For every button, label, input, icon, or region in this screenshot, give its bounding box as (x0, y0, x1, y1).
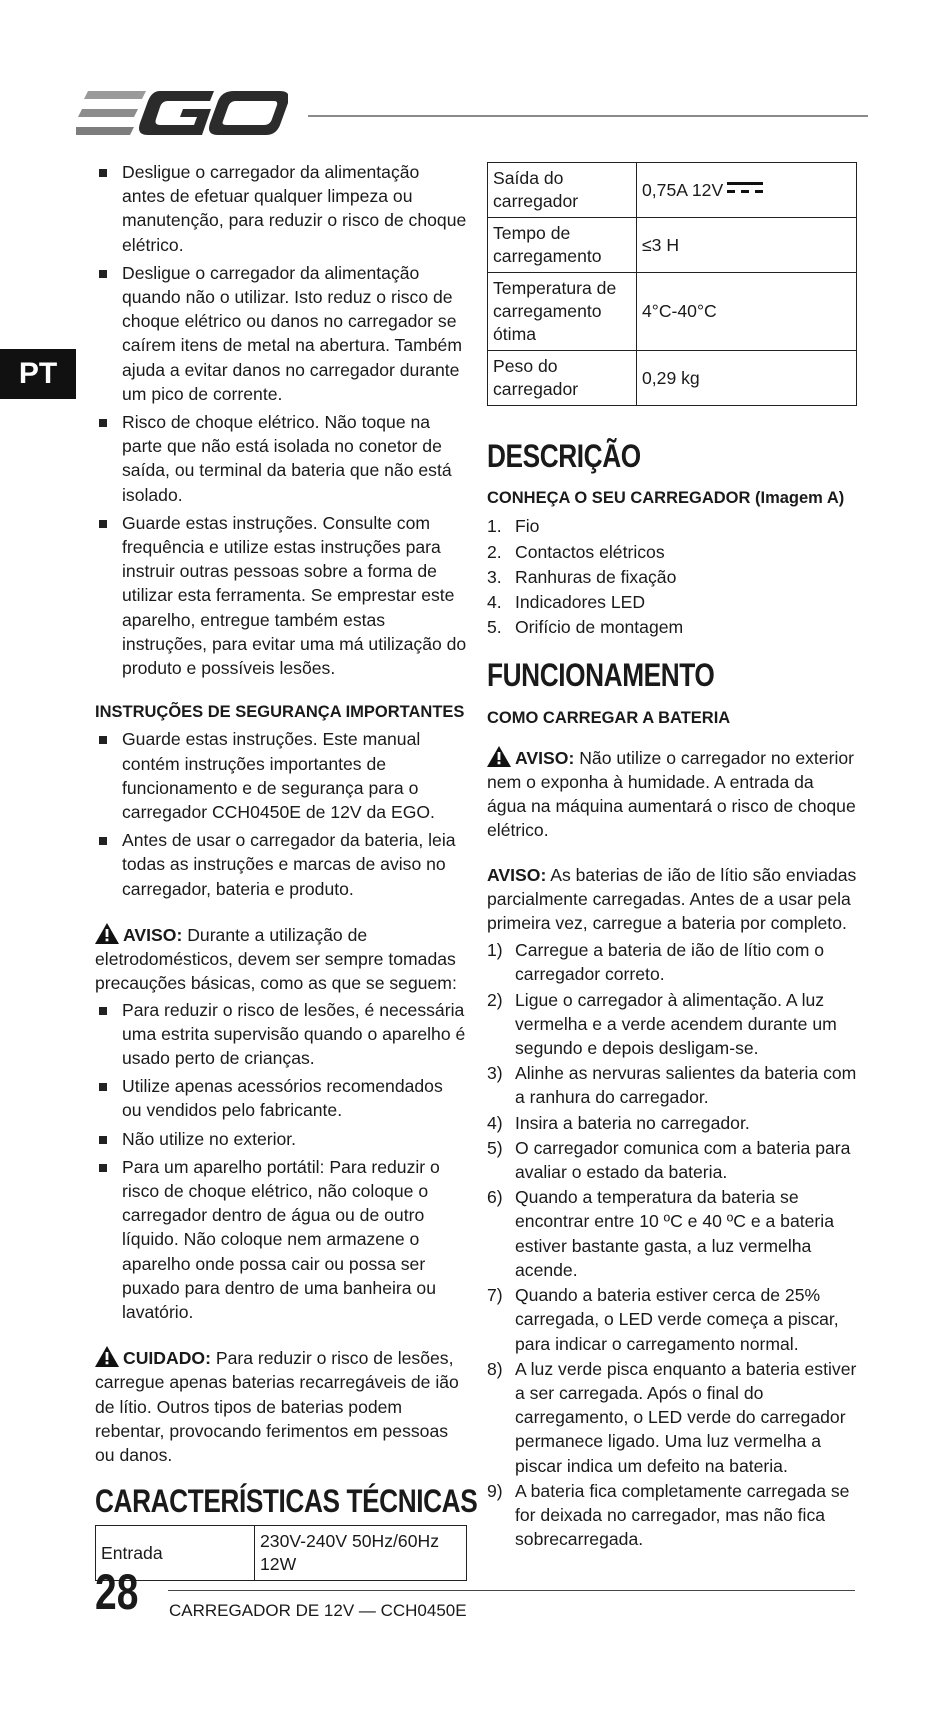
page-number: 28 (95, 1564, 139, 1620)
warning-icon (95, 923, 119, 944)
aviso-label: AVISO: (123, 924, 183, 945)
table-cell-value: 230V-240V 50Hz/60Hz 12W (255, 1526, 467, 1581)
list-item: 2) Ligue o carregador à alimentação. A luz vermelha e a verde acendem durante um segundo e depois desligam-se. (487, 989, 837, 1059)
list-item: 1. Fio (487, 516, 540, 537)
list-item: 4) Insira a bateria no carregador. (487, 1112, 750, 1133)
conheca-heading: CONHEÇA O SEU CARREGADOR (Imagem A) (487, 489, 845, 508)
list-item: Guarde estas instruções. Este manual contém instruções importantes de funcionamento e de segurança para o carregador CCH0450E de 12V da EGO. (95, 727, 467, 824)
aviso-label: AVISO: (515, 747, 575, 768)
specs-table-left (95, 1525, 467, 1581)
list-item: 4. Indicadores LED (487, 592, 646, 613)
table-cell-label: Saída do carregador (488, 163, 637, 218)
table-row (96, 1526, 467, 1581)
parts-list (487, 514, 857, 639)
aviso-paragraph (487, 863, 857, 936)
header-rule (308, 115, 868, 117)
list-item: Não utilize no exterior. (95, 1127, 467, 1151)
list-item: Antes de usar o carregador da bateria, leia todas as instruções e marcas de aviso no carregador, bateria e produto. (95, 828, 467, 901)
list-item: Desligue o carregador da alimentação antes de efetuar qualquer limpeza ou manutenção, para reduzir o risco de choque elétrico. (95, 160, 467, 257)
bullet-list-aviso (95, 998, 467, 1325)
list-item: Risco de choque elétrico. Não toque na parte que não está isolada no conetor de saída, ou terminal da bateria que não está isolado. (95, 410, 467, 507)
left-column (95, 160, 478, 1581)
table-row (488, 273, 857, 351)
list-item: 7) Quando a bateria estiver cerca de 25% carregada, o LED verde começa a piscar, para indicar o carregamento normal. (487, 1285, 839, 1354)
table-cell-value: ≤3 H (637, 218, 857, 273)
warning-icon (487, 746, 511, 767)
safety-heading: INSTRUÇÕES DE SEGURANÇA IMPORTANTES (95, 703, 465, 722)
bullet-list-safety (95, 727, 467, 900)
aviso-text: Durante a utilização de eletrodomésticos, devem ser sempre tomadas precauções básicas, como as que se seguem: (95, 924, 457, 994)
list-item: 2. Contactos elétricos (487, 541, 665, 562)
aviso-paragraph (95, 923, 467, 996)
table-cell-label: Temperatura de carregamento ótima (488, 273, 637, 351)
list-item: Utilize apenas acessórios recomendados ou vendidos pelo fabricante. (95, 1074, 467, 1122)
table-cell-value: 4°C-40°C (637, 273, 857, 351)
list-item: 9) A bateria fica completamente carregada se for deixada no carregador, mas não fica sobrecarregada. (487, 1480, 850, 1550)
table-cell-label: Entrada (96, 1526, 255, 1581)
aviso-text: Não utilize o carregador no exterior nem o exponha à humidade. A entrada da água na máquina aumentará o risco de choque elétrico. (487, 747, 856, 841)
aviso-label: AVISO: (487, 864, 547, 885)
bullet-list-top (95, 160, 467, 680)
right-column (487, 162, 857, 1552)
charging-steps-list (487, 938, 857, 1551)
language-tab: PT (0, 349, 76, 399)
list-item: 8) A luz verde pisca enquanto a bateria estiver a ser carregada. Após o final do carregamento, o LED verde do carregador permanece ligado. Uma luz vermelha a piscar indica um defeito na bateria. (487, 1358, 857, 1476)
list-item: 5. Orifício de montagem (487, 617, 684, 638)
list-item: Desligue o carregador da alimentação quando não o utilizar. Isto reduz o risco de choque elétrico ou danos no carregador se caírem itens de metal na abertura. Também ajuda a evitar danos no carregador durante um pico de corrente. (95, 261, 467, 406)
aviso-text: As baterias de ião de lítio são enviadas parcialmente carregadas. Antes de a usar pela primeira vez, carregue a bateria por completo. (487, 864, 857, 934)
list-item: 5) O carregador comunica com a bateria para avaliar o estado da bateria. (487, 1137, 851, 1183)
list-item: Para um aparelho portátil: Para reduzir o risco de choque elétrico, não coloque o carregador dentro de água ou de outro líquido. Não coloque nem armazene o aparelho onde possa cair ou possa ser puxado para dentro de uma banheira ou lavatório. (95, 1155, 467, 1324)
cuidado-label: CUIDADO: (123, 1348, 211, 1369)
cuidado-paragraph (95, 1346, 467, 1467)
ego-logo (76, 88, 288, 138)
list-item: 3. Ranhuras de fixação (487, 566, 677, 587)
table-row (488, 163, 857, 218)
dc-symbol-icon (727, 181, 763, 195)
list-item: 1) Carregue a bateria de ião de lítio com o carregador correto. (487, 940, 825, 985)
warning-icon (95, 1346, 119, 1367)
list-item: 3) Alinhe as nervuras salientes da bateria com a ranhura do carregador. (487, 1063, 857, 1108)
table-row (488, 351, 857, 406)
table-cell-label: Tempo de carregamento (488, 218, 637, 273)
list-item: Para reduzir o risco de lesões, é necessária uma estrita supervisão quando o aparelho é usado perto de crianças. (95, 998, 467, 1071)
specs-title: CARACTERÍSTICAS TÉCNICAS (95, 1483, 478, 1520)
cuidado-text: Para reduzir o risco de lesões, carregue apenas baterias recarregáveis de ião de lítio. Outros tipos de baterias podem rebentar, provocando ferimentos em pessoas ou danos. (95, 1348, 459, 1465)
list-item: Guarde estas instruções. Consulte com frequência e utilize estas instruções para instruir outras pessoas sobre a forma de utilizar esta ferramenta. Se emprestar este aparelho, entregue também estas instruções, para evitar uma má utilização do produto e possíveis lesões. (95, 511, 467, 680)
descricao-title: DESCRIÇÃO (487, 438, 641, 474)
table-cell-label: Peso do carregador (488, 351, 637, 406)
table-cell-value: 0,29 kg (637, 351, 857, 406)
footer-rule (168, 1590, 855, 1591)
list-item: 6) Quando a temperatura da bateria se encontrar entre 10 ºC e 40 ºC e a bateria estiver bastante gasta, a luz vermelha acende. (487, 1187, 834, 1280)
carregar-heading: COMO CARREGAR A BATERIA (487, 708, 731, 727)
table-row (488, 218, 857, 273)
table-cell-value: 0,75A 12V (637, 163, 857, 218)
specs-table-right (487, 162, 857, 406)
footer-title: CARREGADOR DE 12V — CCH0450E (169, 1601, 467, 1620)
aviso-paragraph (487, 746, 857, 843)
funcionamento-title: FUNCIONAMENTO (487, 657, 715, 694)
